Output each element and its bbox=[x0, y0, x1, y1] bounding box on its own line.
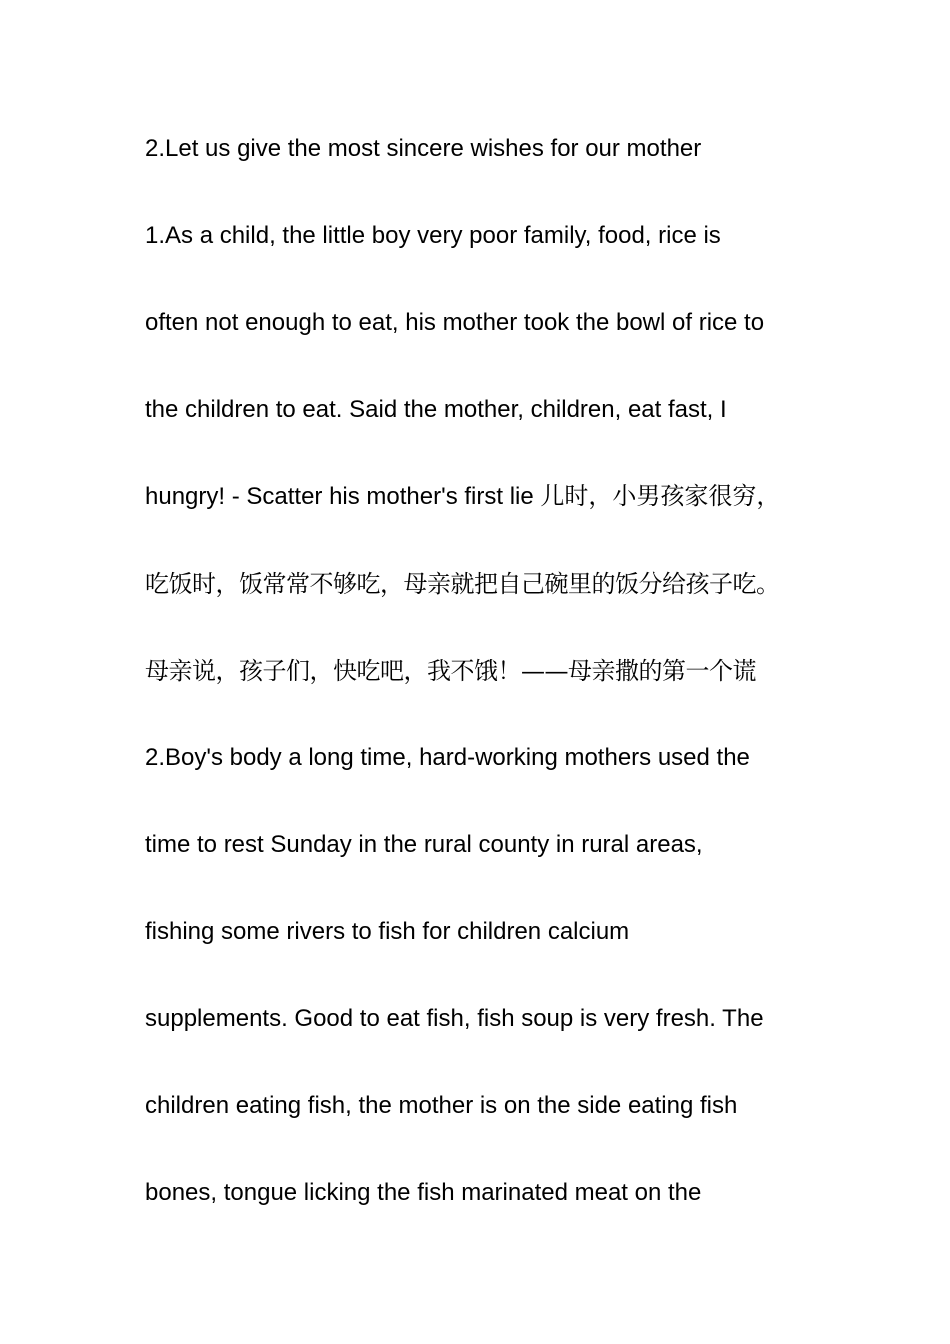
text-line-1: 2.Let us give the most sincere wishes for our mother bbox=[145, 135, 702, 162]
text-line-9: time to rest Sunday in the rural county in rural areas, bbox=[145, 831, 703, 858]
text-line-8: 2.Boy's body a long time, hard-working mothers used the bbox=[145, 744, 750, 771]
text-line-7: 母亲说，孩子们，快吃吧，我不饿！——母亲撒的第一个谎 bbox=[145, 657, 756, 685]
text-line-4: the children to eat. Said the mother, children, eat fast, I bbox=[145, 396, 727, 423]
text-line-10: fishing some rivers to fish for children calcium bbox=[145, 918, 630, 945]
text-line-3: often not enough to eat, his mother took the bowl of rice to bbox=[145, 309, 765, 336]
text-line-12: children eating fish, the mother is on the side eating fish bbox=[145, 1092, 738, 1119]
text-line-6: 吃饭时，饭常常不够吃，母亲就把自己碗里的饭分给孩子吃。 bbox=[145, 570, 780, 598]
text-line-2: 1.As a child, the little boy very poor family, food, rice is bbox=[145, 222, 721, 249]
text-line-11: supplements. Good to eat fish, fish soup is very fresh. The bbox=[145, 1005, 764, 1032]
text-line-13: bones, tongue licking the fish marinated meat on the bbox=[145, 1179, 702, 1206]
text-line-5: hungry! - Scatter his mother's first lie 儿时，小男孩家很穷， bbox=[145, 483, 781, 510]
